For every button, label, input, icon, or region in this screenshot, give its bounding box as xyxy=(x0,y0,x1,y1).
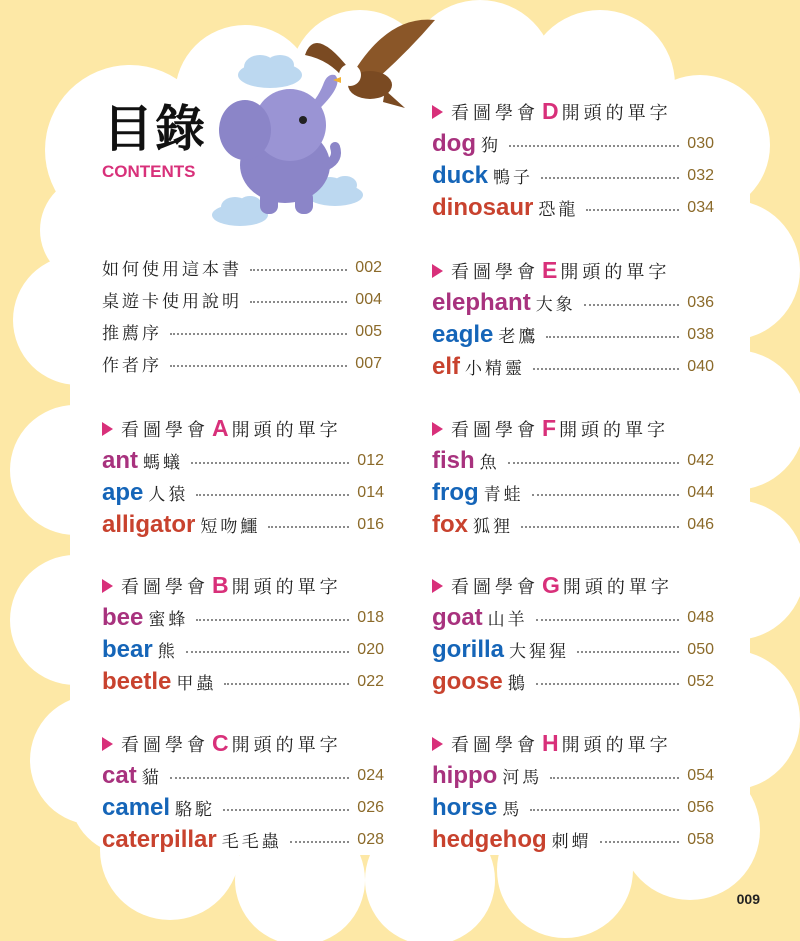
word-page: 036 xyxy=(687,293,714,311)
word-page: 038 xyxy=(687,325,714,343)
entry-page: 004 xyxy=(355,290,382,308)
word-entry[interactable] xyxy=(432,605,714,630)
word-english: goose xyxy=(432,667,503,695)
heading-suffix: 開頭的單字 xyxy=(562,576,673,598)
heading-suffix: 開頭的單字 xyxy=(231,734,342,756)
word-entry[interactable] xyxy=(102,795,384,820)
word-chinese: 恐龍 xyxy=(538,200,579,220)
heading-letter: D xyxy=(542,98,559,124)
word-entry[interactable] xyxy=(432,322,714,347)
toc-entry[interactable] xyxy=(102,255,382,280)
leader-dots xyxy=(196,494,349,496)
word-chinese: 小精靈 xyxy=(465,359,526,379)
section-heading xyxy=(102,730,342,757)
word-english: fish xyxy=(432,446,475,474)
word-chinese: 鴨子 xyxy=(493,168,534,188)
leader-dots xyxy=(521,526,679,528)
word-page: 032 xyxy=(687,166,714,184)
word-chinese: 毛毛蟲 xyxy=(221,832,282,852)
leader-dots xyxy=(196,619,349,621)
section-heading xyxy=(432,572,673,599)
word-page: 056 xyxy=(687,798,714,816)
word-english: goat xyxy=(432,603,483,631)
entry-title: 桌遊卡使用說明 xyxy=(102,292,242,312)
word-entry[interactable] xyxy=(432,448,714,473)
word-english: cat xyxy=(102,761,137,789)
word-entry[interactable] xyxy=(432,795,714,820)
word-page: 030 xyxy=(687,134,714,152)
word-entry[interactable] xyxy=(102,669,384,694)
entry-title: 如何使用這本書 xyxy=(102,260,242,280)
heading-letter: A xyxy=(212,415,229,441)
heading-suffix: 開頭的單字 xyxy=(560,261,671,283)
word-chinese: 人猿 xyxy=(148,485,189,505)
word-entry[interactable] xyxy=(432,163,714,188)
word-chinese: 刺蝟 xyxy=(551,832,592,852)
word-english: bear xyxy=(102,635,153,663)
word-english: ant xyxy=(102,446,138,474)
word-entry[interactable] xyxy=(432,512,714,537)
heading-prefix: 看圖學會 xyxy=(451,261,539,283)
word-page: 016 xyxy=(357,515,384,533)
word-page: 050 xyxy=(687,640,714,658)
word-entry[interactable] xyxy=(432,354,714,379)
heading-suffix: 開頭的單字 xyxy=(559,419,670,441)
leader-dots xyxy=(509,145,679,147)
leader-dots xyxy=(536,683,680,685)
word-chinese: 狗 xyxy=(480,136,501,156)
word-page: 046 xyxy=(687,515,714,533)
word-english: frog xyxy=(432,478,479,506)
section-heading xyxy=(102,572,342,599)
word-chinese: 大猩猩 xyxy=(509,642,570,662)
section-heading xyxy=(432,257,670,284)
elephant-eagle-illustration xyxy=(205,15,445,235)
word-chinese: 駱駝 xyxy=(175,800,216,820)
word-page: 026 xyxy=(357,798,384,816)
heading-suffix: 開頭的單字 xyxy=(231,419,342,441)
word-english: dog xyxy=(432,129,476,157)
triangle-bullet-icon xyxy=(432,264,443,278)
leader-dots xyxy=(170,777,350,779)
word-english: bee xyxy=(102,603,144,631)
word-english: alligator xyxy=(102,510,196,538)
section-heading xyxy=(432,98,672,125)
word-page: 012 xyxy=(357,451,384,469)
leader-dots xyxy=(584,304,680,306)
toc-entry[interactable] xyxy=(102,287,382,312)
entry-title: 作者序 xyxy=(102,356,162,376)
leader-dots xyxy=(550,777,679,779)
entry-page: 002 xyxy=(355,258,382,276)
word-english: elf xyxy=(432,352,461,380)
heading-suffix: 開頭的單字 xyxy=(561,102,672,124)
toc-entry[interactable] xyxy=(102,319,382,344)
heading-prefix: 看圖學會 xyxy=(451,576,539,598)
word-page: 052 xyxy=(687,672,714,690)
heading-suffix: 開頭的單字 xyxy=(561,734,672,756)
word-entry[interactable] xyxy=(432,290,714,315)
heading-letter: E xyxy=(542,257,558,283)
toc-entry[interactable] xyxy=(102,351,382,376)
word-chinese: 甲蟲 xyxy=(176,674,217,694)
word-entry[interactable] xyxy=(432,669,714,694)
word-page: 014 xyxy=(357,483,384,501)
leader-dots xyxy=(268,526,349,528)
leader-dots xyxy=(600,841,680,843)
word-page: 034 xyxy=(687,198,714,216)
triangle-bullet-icon xyxy=(432,579,443,593)
word-page: 020 xyxy=(357,640,384,658)
word-entry[interactable] xyxy=(432,637,714,662)
word-entry[interactable] xyxy=(102,448,384,473)
word-english: beetle xyxy=(102,667,172,695)
leader-dots xyxy=(170,333,347,335)
word-entry[interactable] xyxy=(432,131,714,156)
word-chinese: 狐狸 xyxy=(473,517,513,537)
word-chinese: 老鷹 xyxy=(498,327,539,347)
word-page: 048 xyxy=(687,608,714,626)
leader-dots xyxy=(586,209,679,211)
triangle-bullet-icon xyxy=(102,737,113,751)
section-heading xyxy=(432,730,672,757)
word-chinese: 鵝 xyxy=(507,674,528,694)
word-page: 054 xyxy=(687,766,714,784)
heading-suffix: 開頭的單字 xyxy=(231,576,342,598)
word-page: 040 xyxy=(687,357,714,375)
word-chinese: 熊 xyxy=(157,642,178,662)
word-english: gorilla xyxy=(432,635,505,663)
word-chinese: 貓 xyxy=(141,768,162,788)
word-chinese: 馬 xyxy=(502,800,523,820)
word-chinese: 蜜蜂 xyxy=(148,610,189,630)
leader-dots xyxy=(191,462,349,464)
word-english: horse xyxy=(432,793,498,821)
heading-prefix: 看圖學會 xyxy=(451,102,539,124)
page-number: 009 xyxy=(736,891,760,907)
leader-dots xyxy=(223,809,349,811)
heading-prefix: 看圖學會 xyxy=(121,419,209,441)
word-page: 018 xyxy=(357,608,384,626)
word-page: 022 xyxy=(357,672,384,690)
leader-dots xyxy=(541,177,679,179)
triangle-bullet-icon xyxy=(102,422,113,436)
leader-dots xyxy=(250,301,347,303)
entry-title: 推薦序 xyxy=(102,324,162,344)
leader-dots xyxy=(536,619,680,621)
word-entry[interactable] xyxy=(102,605,384,630)
word-entry[interactable] xyxy=(432,763,714,788)
heading-prefix: 看圖學會 xyxy=(451,419,539,441)
heading-letter: C xyxy=(212,730,229,756)
word-entry[interactable] xyxy=(102,763,384,788)
word-entry[interactable] xyxy=(432,480,714,505)
leader-dots xyxy=(577,651,679,653)
page-title: 目錄 xyxy=(103,100,207,158)
leader-dots xyxy=(170,365,347,367)
leader-dots xyxy=(290,841,350,843)
leader-dots xyxy=(186,651,350,653)
leader-dots xyxy=(533,368,679,370)
heading-prefix: 看圖學會 xyxy=(451,734,539,756)
leader-dots xyxy=(546,336,679,338)
word-page: 058 xyxy=(687,830,714,848)
word-page: 042 xyxy=(687,451,714,469)
word-english: duck xyxy=(432,161,489,189)
leader-dots xyxy=(530,809,679,811)
word-english: ape xyxy=(102,478,144,506)
word-english: hippo xyxy=(432,761,498,789)
word-entry[interactable] xyxy=(102,480,384,505)
heading-letter: B xyxy=(212,572,229,598)
word-entry[interactable] xyxy=(102,637,384,662)
triangle-bullet-icon xyxy=(432,422,443,436)
triangle-bullet-icon xyxy=(102,579,113,593)
word-english: caterpillar xyxy=(102,825,217,853)
word-page: 028 xyxy=(357,830,384,848)
word-entry[interactable] xyxy=(102,512,384,537)
section-heading xyxy=(102,415,342,442)
word-chinese: 魚 xyxy=(479,453,500,473)
heading-letter: G xyxy=(542,572,560,598)
word-entry[interactable] xyxy=(102,827,384,852)
word-chinese: 青蛙 xyxy=(483,485,524,505)
word-chinese: 河馬 xyxy=(502,768,543,788)
word-chinese: 山羊 xyxy=(487,610,528,630)
word-english: hedgehog xyxy=(432,825,547,853)
leader-dots xyxy=(250,269,347,271)
heading-prefix: 看圖學會 xyxy=(121,734,209,756)
heading-letter: H xyxy=(542,730,559,756)
leader-dots xyxy=(532,494,680,496)
word-chinese: 短吻鱷 xyxy=(200,517,261,537)
entry-page: 005 xyxy=(355,322,382,340)
word-english: dinosaur xyxy=(432,193,534,221)
word-entry[interactable] xyxy=(432,827,714,852)
section-heading xyxy=(432,415,669,442)
word-chinese: 大象 xyxy=(535,295,576,315)
word-chinese: 螞蟻 xyxy=(143,453,183,473)
heading-prefix: 看圖學會 xyxy=(121,576,209,598)
leader-dots xyxy=(508,462,680,464)
word-english: eagle xyxy=(432,320,494,348)
word-english: elephant xyxy=(432,288,531,316)
word-page: 024 xyxy=(357,766,384,784)
leader-dots xyxy=(224,683,349,685)
triangle-bullet-icon xyxy=(432,737,443,751)
page-subtitle: CONTENTS xyxy=(102,162,196,181)
word-entry[interactable] xyxy=(432,195,714,220)
entry-page: 007 xyxy=(355,354,382,372)
word-english: fox xyxy=(432,510,468,538)
word-page: 044 xyxy=(687,483,714,501)
word-english: camel xyxy=(102,793,171,821)
triangle-bullet-icon xyxy=(432,105,443,119)
heading-letter: F xyxy=(542,415,557,441)
